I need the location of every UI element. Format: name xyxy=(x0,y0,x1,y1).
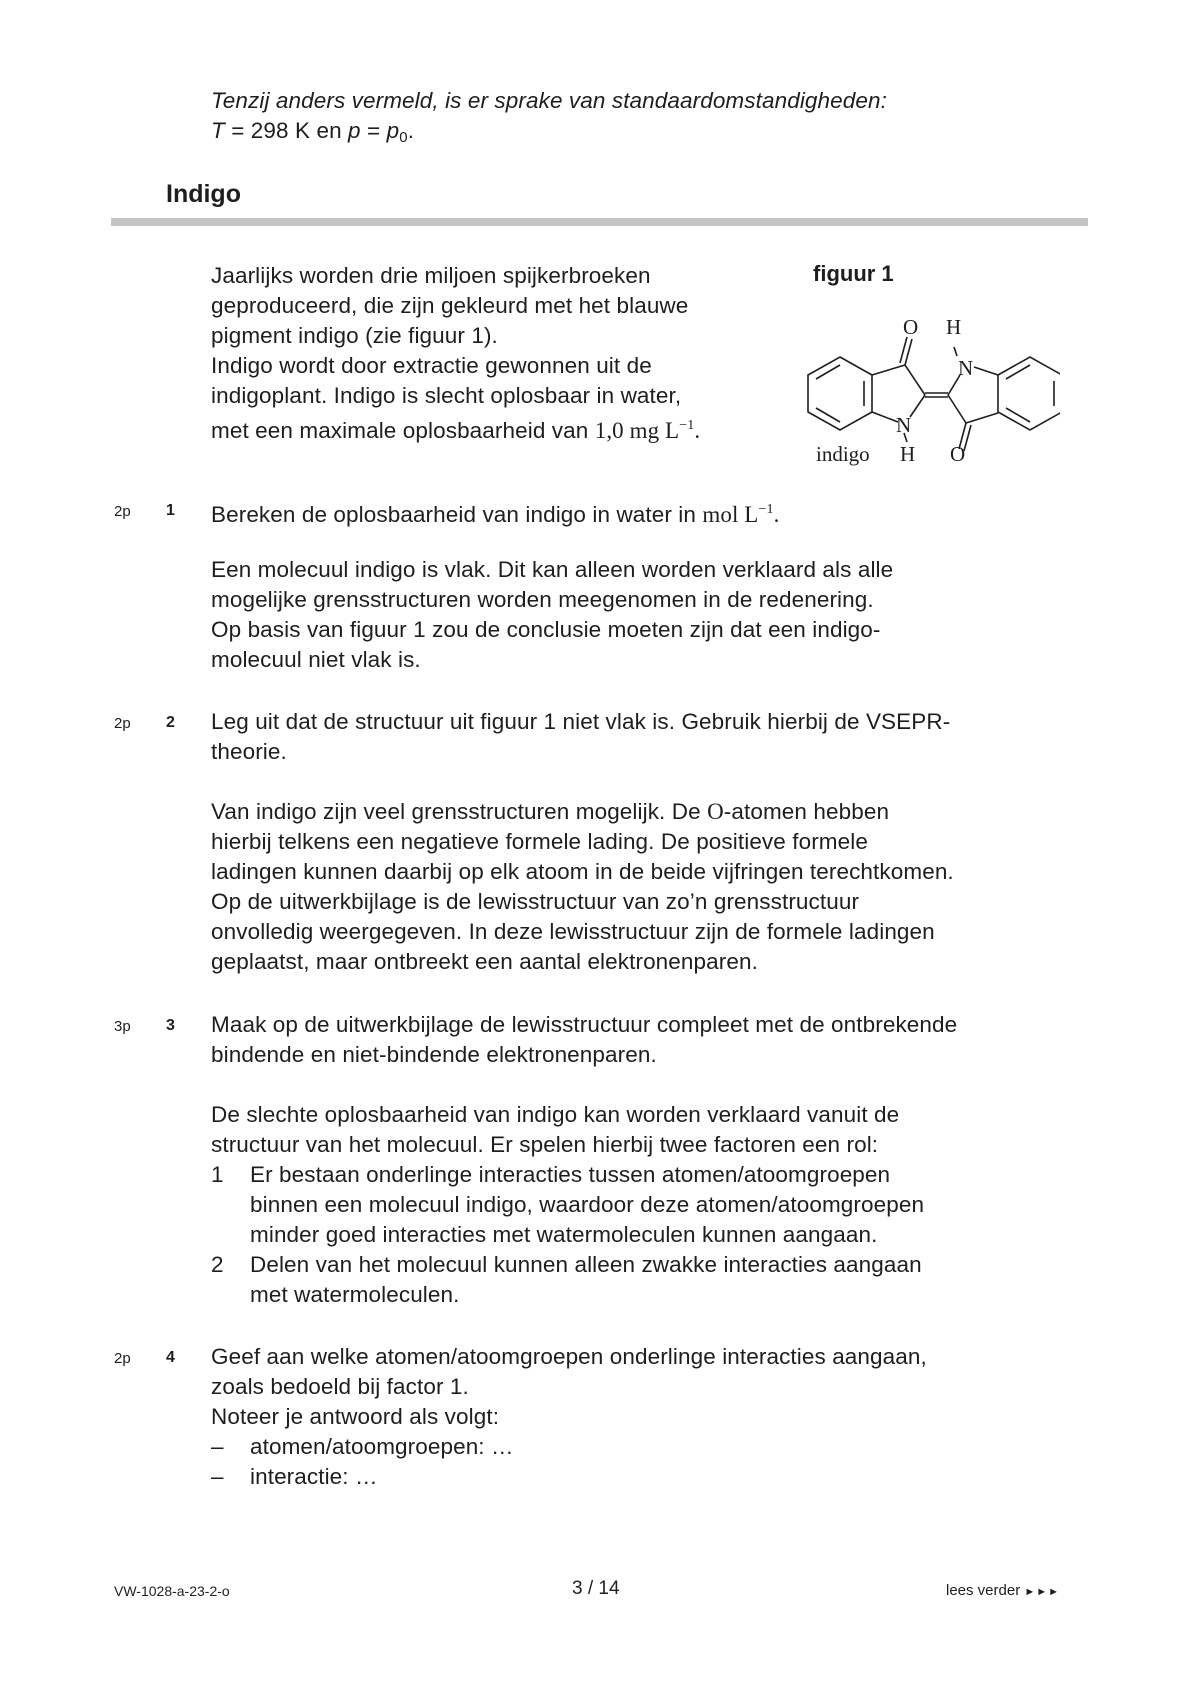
paragraph-line: Een molecuul indigo is vlak. Dit kan alleen worden verklaard als alle xyxy=(211,557,894,582)
dash-bullet-icon: – xyxy=(211,1464,224,1489)
question-line: Noteer je antwoord als volgt: xyxy=(211,1404,500,1429)
question-2-text xyxy=(211,707,1071,767)
section-title: Indigo xyxy=(166,180,241,208)
continue-reading xyxy=(946,1582,1060,1599)
section-divider xyxy=(111,218,1088,226)
paragraph-line: geplaatst, maar ontbreekt een aantal elektronenparen. xyxy=(211,949,758,974)
factor-line: Er bestaan onderlinge interacties tussen atomen/atoomgroepen xyxy=(250,1162,891,1187)
factor-line: met watermoleculen. xyxy=(250,1282,460,1307)
page-number: 3 / 14 xyxy=(572,1578,620,1599)
left-benzene-ring xyxy=(808,357,872,430)
factor-item xyxy=(211,1160,1071,1250)
factor-number: 2 xyxy=(211,1252,224,1277)
resonance-paragraph xyxy=(211,797,1071,977)
answer-format-bullet xyxy=(211,1432,1071,1462)
atom-label-o-bottom: O xyxy=(950,442,966,466)
question-line: bindende en niet-bindende elektronenparen. xyxy=(211,1042,657,1067)
paragraph-line: Op de uitwerkbijlage is de lewisstructuur van zo’n grensstructuur xyxy=(211,889,860,914)
bullet-text: interactie: … xyxy=(250,1464,378,1489)
paragraph-line: structuur van het molecuul. Er spelen hierbij twee factoren een rol: xyxy=(211,1132,879,1157)
intro-line: met een maximale oplosbaarheid van 1,0 mg $L^{-1}$. xyxy=(211,418,701,443)
question-number: 3 xyxy=(166,1017,175,1034)
dash-bullet-icon: – xyxy=(211,1434,224,1459)
question-line: theorie. xyxy=(211,739,287,764)
planar-paragraph xyxy=(211,555,991,675)
intro-line: indigoplant. Indigo is slecht oplosbaar in water, xyxy=(211,383,682,408)
paragraph-line: hierbij telkens een negatieve formele lading. De positieve formele xyxy=(211,829,868,854)
factor-line: Delen van het molecuul kunnen alleen zwakke interacties aangaan xyxy=(250,1252,922,1277)
question-1-text: Bereken de oplosbaarheid van indigo in water in mol $L^{-1}$. xyxy=(211,502,780,527)
question-points: 3p xyxy=(114,1018,131,1035)
question-line: Maak op de uitwerkbijlage de lewisstructuur compleet met de ontbrekende xyxy=(211,1012,958,1037)
paragraph-line: molecuul niet vlak is. xyxy=(211,647,421,672)
intro-line: pigment indigo (zie figuur 1). xyxy=(211,323,498,348)
triple-arrow-icon: ►►► xyxy=(1024,1586,1061,1598)
paragraph-line: onvolledig weergegeven. In deze lewisstructuur zijn de formele ladingen xyxy=(211,919,935,944)
indigo-molecule-diagram xyxy=(800,305,1060,475)
note-line-2: T = 298 K en $p = p_0$. xyxy=(211,118,415,146)
intro-line: Indigo wordt door extractie gewonnen uit de xyxy=(211,353,652,378)
question-number: 4 xyxy=(166,1349,175,1366)
right-benzene-ring xyxy=(998,357,1060,430)
bullet-text: atomen/atoomgroepen: … xyxy=(250,1434,514,1459)
paragraph-line: mogelijke grensstructuren worden meegenomen in de redenering. xyxy=(211,587,874,612)
question-line: Leg uit dat de structuur uit figuur 1 niet vlak is. Gebruik hierbij de VSEPR- xyxy=(211,709,951,734)
atom-label-n-left: N xyxy=(896,413,912,437)
intro-line: geproduceerd, die zijn gekleurd met het blauwe xyxy=(211,293,689,318)
paragraph-line: De slechte oplosbaarheid van indigo kan worden verklaard vanuit de xyxy=(211,1102,900,1127)
atom-label-n-right: N xyxy=(958,356,974,380)
question-number: 2 xyxy=(166,714,175,731)
question-3-text xyxy=(211,1010,1071,1070)
factor-item xyxy=(211,1250,1071,1310)
paragraph-line: Van indigo zijn veel grensstructuren mogelijk. De O-atomen hebben xyxy=(211,799,890,824)
paragraph-line: ladingen kunnen daarbij op elk atoom in de beide vijfringen terechtkomen. xyxy=(211,859,954,884)
question-points: 2p xyxy=(114,1350,131,1367)
figure-caption: indigo xyxy=(816,442,870,466)
factor-text xyxy=(250,1250,922,1310)
question-points: 2p xyxy=(114,715,131,732)
atom-label-h-bottom: H xyxy=(900,442,916,466)
atom-label-h-top: H xyxy=(946,315,962,339)
standard-conditions-note xyxy=(211,86,887,153)
solubility-paragraph xyxy=(211,1100,1071,1310)
note-line-1: Tenzij anders vermeld, is er sprake van standaardomstandigheden: xyxy=(211,88,887,113)
intro-line: Jaarlijks worden drie miljoen spijkerbroeken xyxy=(211,263,651,288)
paragraph-line: Op basis van figuur 1 zou de conclusie moeten zijn dat een indigo- xyxy=(211,617,881,642)
atom-label-o-top: O xyxy=(903,315,919,339)
answer-format-bullet xyxy=(211,1462,1071,1492)
question-line: Geef aan welke atomen/atoomgroepen onderlinge interacties aangaan, xyxy=(211,1344,927,1369)
intro-paragraph xyxy=(211,261,771,446)
solubility-value: 1,0 mg L xyxy=(594,418,680,443)
continue-label: lees verder xyxy=(946,1582,1021,1599)
figure-title: figuur 1 xyxy=(813,261,894,286)
factor-number: 1 xyxy=(211,1162,224,1187)
exam-code: VW-1028-a-23-2-o xyxy=(114,1583,230,1599)
factor-line: minder goed interacties met watermoleculen kunnen aangaan. xyxy=(250,1222,878,1247)
factor-text xyxy=(250,1160,924,1250)
question-points: 2p xyxy=(114,503,131,520)
question-line: zoals bedoeld bij factor 1. xyxy=(211,1374,469,1399)
indigo-structure-figure xyxy=(800,305,1060,480)
question-number: 1 xyxy=(166,502,175,519)
factor-line: binnen een molecuul indigo, waardoor deze atomen/atoomgroepen xyxy=(250,1192,925,1217)
question-4-text xyxy=(211,1342,1071,1492)
